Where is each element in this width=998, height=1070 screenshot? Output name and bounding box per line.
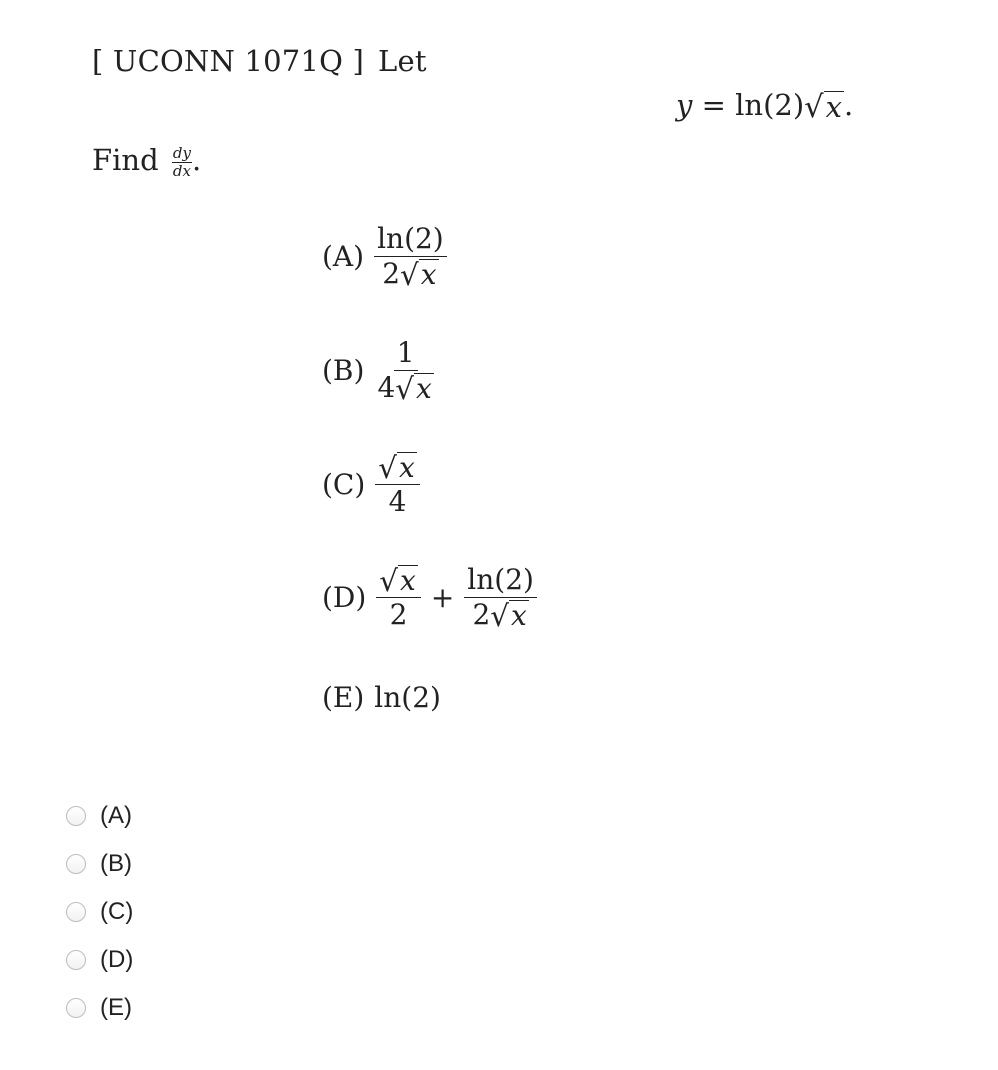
answer-options <box>66 792 133 1032</box>
choice-e <box>322 681 441 714</box>
radio-button-icon[interactable] <box>66 998 86 1018</box>
option-label[interactable]: (B) <box>100 850 132 877</box>
sqrt-symbol: √ x <box>400 258 437 293</box>
choice-d <box>322 563 537 634</box>
choice-b <box>322 336 437 407</box>
choice-label: (E) <box>322 681 365 714</box>
option-label[interactable]: (A) <box>100 802 132 829</box>
sqrt-symbol: √ x <box>379 564 416 598</box>
option-label[interactable]: (E) <box>100 994 132 1021</box>
fraction: √ x 4 <box>375 452 420 518</box>
radio-button-icon[interactable] <box>66 902 86 922</box>
fraction: ln(2) 2 √ x <box>374 224 447 290</box>
option-e[interactable] <box>66 984 133 1032</box>
sqrt-symbol: √ x <box>395 372 432 407</box>
choice-label: (A) <box>322 240 365 274</box>
fraction: 1 4 √ x <box>377 336 432 407</box>
choice-a <box>322 222 447 293</box>
question-intro: Let <box>378 44 427 78</box>
radio-button-icon[interactable] <box>66 950 86 970</box>
plus-sign: + <box>430 581 455 615</box>
option-a[interactable] <box>66 792 133 840</box>
sqrt-symbol: √ x <box>378 451 415 485</box>
sqrt-symbol: √ x <box>490 599 527 634</box>
radio-button-icon[interactable] <box>66 806 86 826</box>
option-b[interactable] <box>66 840 133 888</box>
option-label[interactable]: (C) <box>100 898 134 925</box>
choice-c <box>322 452 420 518</box>
choice-expression: ln(2) <box>374 681 441 714</box>
course-tag: [ UCONN 1071Q ] <box>92 44 365 78</box>
option-d[interactable] <box>66 936 133 984</box>
derivative-fraction: $\frac{dy}{dx}$ <box>172 143 191 180</box>
option-c[interactable] <box>66 888 133 936</box>
radio-button-icon[interactable] <box>66 854 86 874</box>
option-label[interactable]: (D) <box>100 946 134 973</box>
sqrt-symbol: √ x <box>804 90 842 125</box>
question-header <box>92 44 427 78</box>
find-instruction: Find $\frac{dy}{dx}$ . <box>92 143 202 180</box>
choice-label: (D) <box>322 581 367 615</box>
display-equation: y = ln(2) √ x . <box>676 88 854 125</box>
fraction: √ x 2 <box>376 565 421 631</box>
choice-label: (C) <box>322 468 366 502</box>
fraction: ln(2) 2 √ x <box>464 565 537 631</box>
choice-label: (B) <box>322 354 365 388</box>
